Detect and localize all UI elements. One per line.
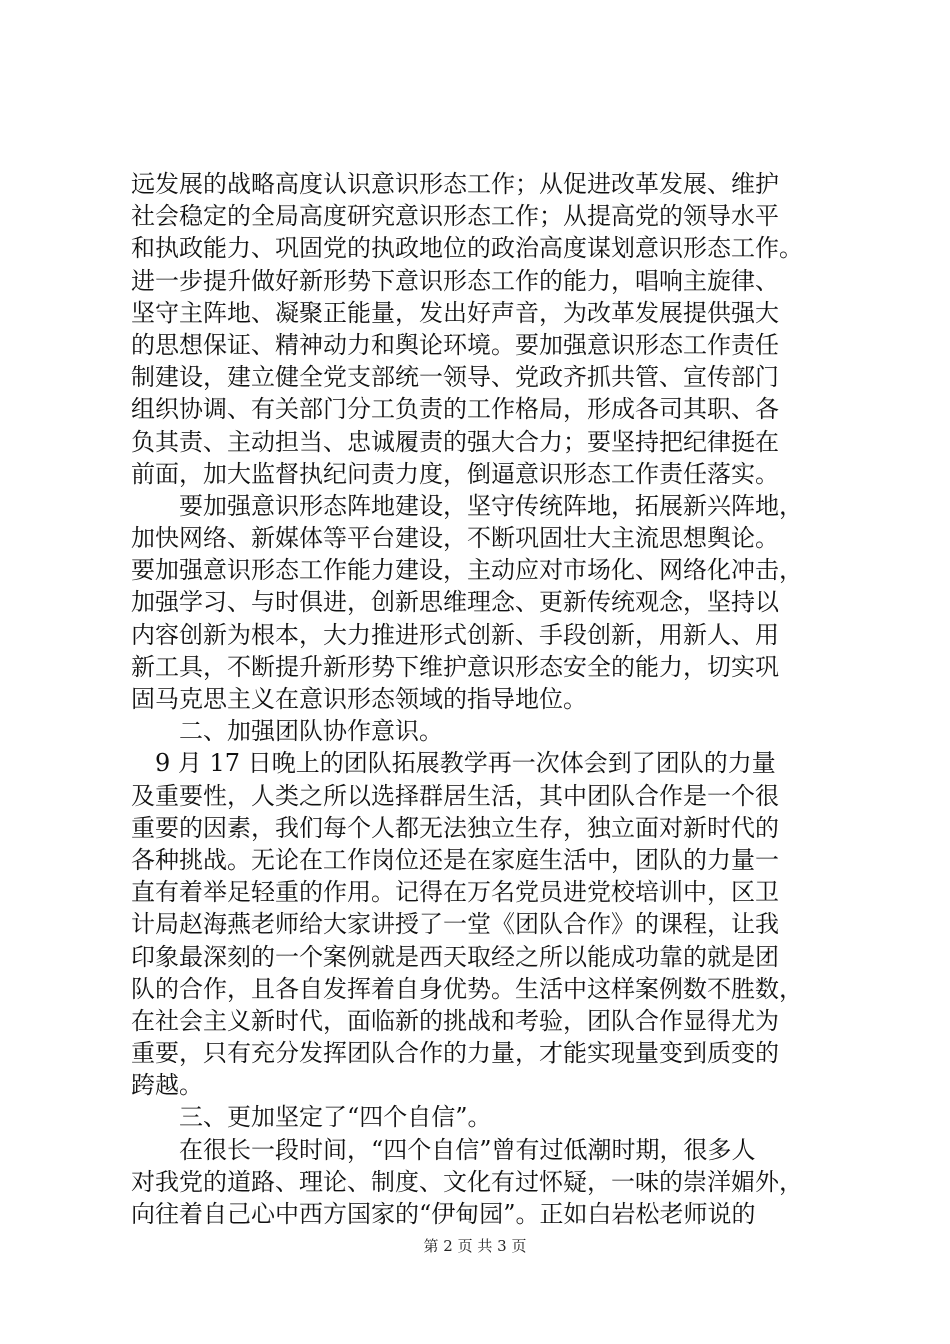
text-line: 组织协调、有关部门分工负责的工作格局，形成各司其职、各: [131, 395, 779, 424]
text-line: 加强学习、与时俱进，创新思维理念、更新传统观念，坚持以: [131, 588, 779, 617]
text-line: 要加强意识形态工作能力建设，主动应对市场化、网络化冲击，: [131, 556, 803, 585]
text-line: 要加强意识形态阵地建设，坚守传统阵地，拓展新兴阵地，: [131, 491, 803, 520]
text-line: 9 月 17 日晚上的团队拓展教学再一次体会到了团队的力量: [131, 749, 776, 778]
text-line: 内容创新为根本，大力推进形式创新、手段创新，用新人、用: [131, 620, 779, 649]
text-line: 印象最深刻的一个案例就是西天取经之所以能成功靠的就是团: [131, 942, 779, 971]
text-line: 重要的因素，我们每个人都无法独立生存，独立面对新时代的: [131, 813, 779, 842]
text-line: 队的合作，且各自发挥着自身优势。生活中这样案例数不胜数，: [131, 974, 803, 1003]
text-line: 社会稳定的全局高度研究意识形态工作；从提高党的领导水平: [131, 202, 779, 231]
text-line: 各种挑战。无论在工作岗位还是在家庭生活中，团队的力量一: [131, 845, 779, 874]
text-line: 直有着举足轻重的作用。记得在万名党员进党校培训中，区卫: [131, 878, 779, 907]
text-line: 进一步提升做好新形势下意识形态工作的能力，唱响主旋律、: [131, 266, 779, 295]
text-line: 计局赵海燕老师给大家讲授了一堂《团队合作》的课程，让我: [131, 910, 779, 939]
text-line: 新工具，不断提升新形势下维护意识形态安全的能力，切实巩: [131, 652, 779, 681]
page-footer: 第 2 页 共 3 页: [423, 1237, 527, 1255]
text-line: 负其责、主动担当、忠诚履责的强大合力；要坚持把纪律挺在: [131, 427, 779, 456]
section-heading: 三、更加坚定了“四个自信”。: [131, 1103, 492, 1132]
text-line: 跨越。: [131, 1071, 203, 1100]
text-line: 在社会主义新时代，面临新的挑战和考验，团队合作显得尤为: [131, 1006, 779, 1035]
text-line: 在很长一段时间，“四个自信”曾有过低潮时期，很多人: [131, 1135, 756, 1164]
text-line: 及重要性，人类之所以选择群居生活，其中团队合作是一个很: [131, 781, 779, 810]
body-text: [131, 168, 831, 1230]
text-line: 和执政能力、巩固党的执政地位的政治高度谋划意识形态工作。: [131, 234, 803, 263]
text-line: 坚守主阵地、凝聚正能量，发出好声音，为改革发展提供强大: [131, 298, 779, 327]
text-line: 前面，加大监督执纪问责力度，倒逼意识形态工作责任落实。: [131, 459, 779, 488]
text-line: 重要，只有充分发挥团队合作的力量，才能实现量变到质变的: [131, 1039, 779, 1068]
text-line: 远发展的战略高度认识意识形态工作；从促进改革发展、维护: [131, 170, 779, 198]
text-line: 向往着自己心中西方国家的“伊甸园”。正如白岩松老师说的: [131, 1200, 756, 1228]
section-heading: 二、加强团队协作意识。: [131, 717, 443, 746]
text-line: 的思想保证、精神动力和舆论环境。要加强意识形态工作责任: [131, 330, 779, 359]
text-line: 制建设，建立健全党支部统一领导、党政齐抓共管、宣传部门: [131, 363, 779, 392]
text-line: 对我党的道路、理论、制度、文化有过怀疑，一味的崇洋媚外，: [131, 1167, 803, 1196]
text-line: 固马克思主义在意识形态领域的指导地位。: [131, 685, 587, 713]
text-line: 加快网络、新媒体等平台建设，不断巩固壮大主流思想舆论。: [131, 524, 779, 553]
